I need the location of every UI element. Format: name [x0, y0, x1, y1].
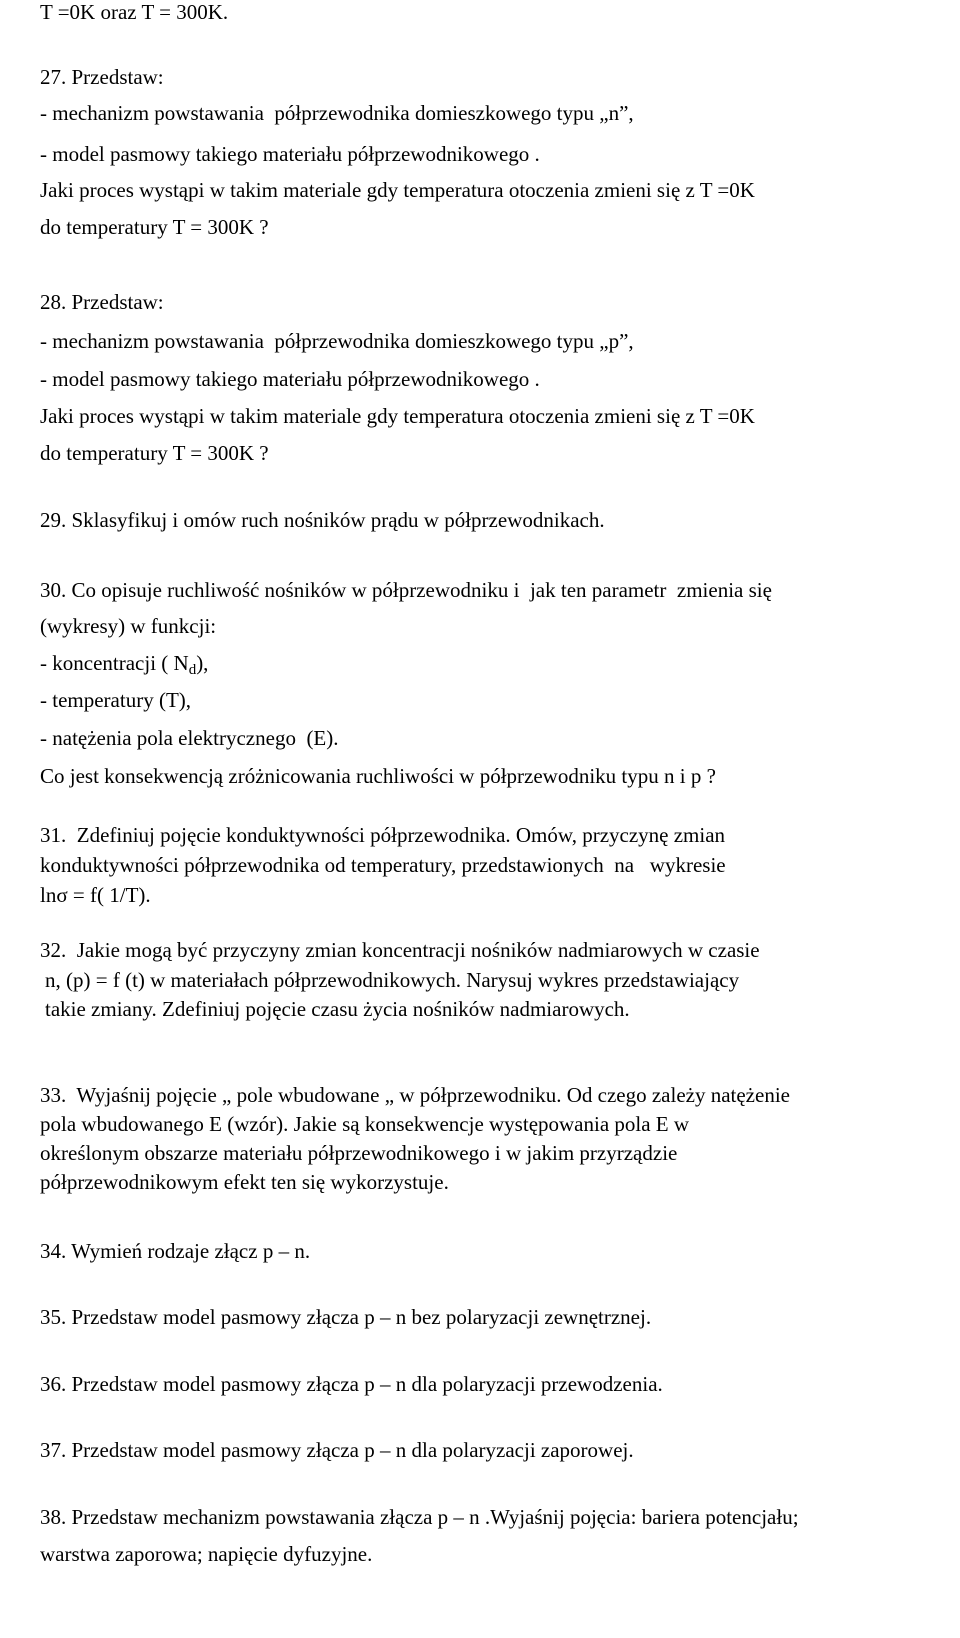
question-30-text: (wykresy) w funkcji:: [40, 614, 217, 638]
question-33-text: określonym obszarze materiału półprzewodnikowego i w jakim przyrządzie: [40, 1141, 678, 1165]
question-27-item: - mechanizm powstawania półprzewodnika domieszkowego typu „n”,: [40, 101, 634, 125]
question-30-item: - natężenia pola elektrycznego (E).: [40, 726, 339, 750]
question-35-text: 35. Przedstaw model pasmowy złącza p – n bez polaryzacji zewnętrznej.: [40, 1305, 652, 1329]
question-28-item: - mechanizm powstawania półprzewodnika domieszkowego typu „p”,: [40, 329, 634, 353]
question-37-text: 37. Przedstaw model pasmowy złącza p – n dla polaryzacji zaporowej.: [40, 1438, 634, 1462]
question-28-heading: 28. Przedstaw:: [40, 290, 164, 314]
question-32-text: 32. Jakie mogą być przyczyny zmian koncentracji nośników nadmiarowych w czasie: [40, 938, 760, 962]
question-32-text: n, (p) = f (t) w materiałach półprzewodnikowych. Narysuj wykres przedstawiający: [45, 968, 740, 992]
question-28-item: - model pasmowy takiego materiału półprzewodnikowego .: [40, 367, 540, 391]
subscript: d: [188, 662, 197, 678]
question-30-text: Co jest konsekwencją zróżnicowania ruchliwości w półprzewodniku typu n i p ?: [40, 764, 716, 788]
question-38-text: 38. Przedstaw mechanizm powstawania złącza p – n .Wyjaśnij pojęcia: bariera potencjału;: [40, 1505, 799, 1529]
question-27-heading: 27. Przedstaw:: [40, 65, 164, 89]
question-27-text: do temperatury T = 300K ?: [40, 215, 269, 239]
question-33-text: 33. Wyjaśnij pojęcie „ pole wbudowane „ w półprzewodniku. Od czego zależy natężenie: [40, 1083, 790, 1107]
question-30-item-text: ),: [196, 651, 209, 675]
question-28-text: Jaki proces wystąpi w takim materiale gdy temperatura otoczenia zmieni się z T =0K: [40, 404, 755, 428]
question-31-formula: lnσ = f( 1/T).: [40, 883, 151, 907]
question-36-text: 36. Przedstaw model pasmowy złącza p – n dla polaryzacji przewodzenia.: [40, 1372, 663, 1396]
question-29-text: 29. Sklasyfikuj i omów ruch nośników prądu w półprzewodnikach.: [40, 508, 605, 532]
question-33-text: półprzewodnikowym efekt ten się wykorzystuje.: [40, 1170, 449, 1194]
question-33-text: pola wbudowanego E (wzór). Jakie są konsekwencje występowania pola E w: [40, 1112, 690, 1136]
question-31-text: konduktywności półprzewodnika od temperatury, przedstawionych na wykresie: [40, 853, 726, 877]
question-34-text: 34. Wymień rodzaje złącz p – n.: [40, 1239, 311, 1263]
question-27-item: - model pasmowy takiego materiału półprzewodnikowego .: [40, 142, 540, 166]
question-28-text: do temperatury T = 300K ?: [40, 441, 269, 465]
question-32-text: takie zmiany. Zdefiniuj pojęcie czasu życia nośników nadmiarowych.: [45, 997, 630, 1021]
question-27-text: Jaki proces wystąpi w takim materiale gdy temperatura otoczenia zmieni się z T =0K: [40, 178, 755, 202]
question-30-item-text: - koncentracji ( N: [40, 651, 189, 675]
question-30-item: [40, 651, 209, 678]
question-30-item: - temperatury (T),: [40, 688, 192, 712]
question-38-text: warstwa zaporowa; napięcie dyfuzyjne.: [40, 1542, 373, 1566]
question-31-text: 31. Zdefiniuj pojęcie konduktywności półprzewodnika. Omów, przyczynę zmian: [40, 823, 726, 847]
question-30-text: 30. Co opisuje ruchliwość nośników w półprzewodniku i jak ten parametr zmienia się: [40, 578, 772, 602]
continued-line: T =0K oraz T = 300K.: [40, 0, 229, 24]
